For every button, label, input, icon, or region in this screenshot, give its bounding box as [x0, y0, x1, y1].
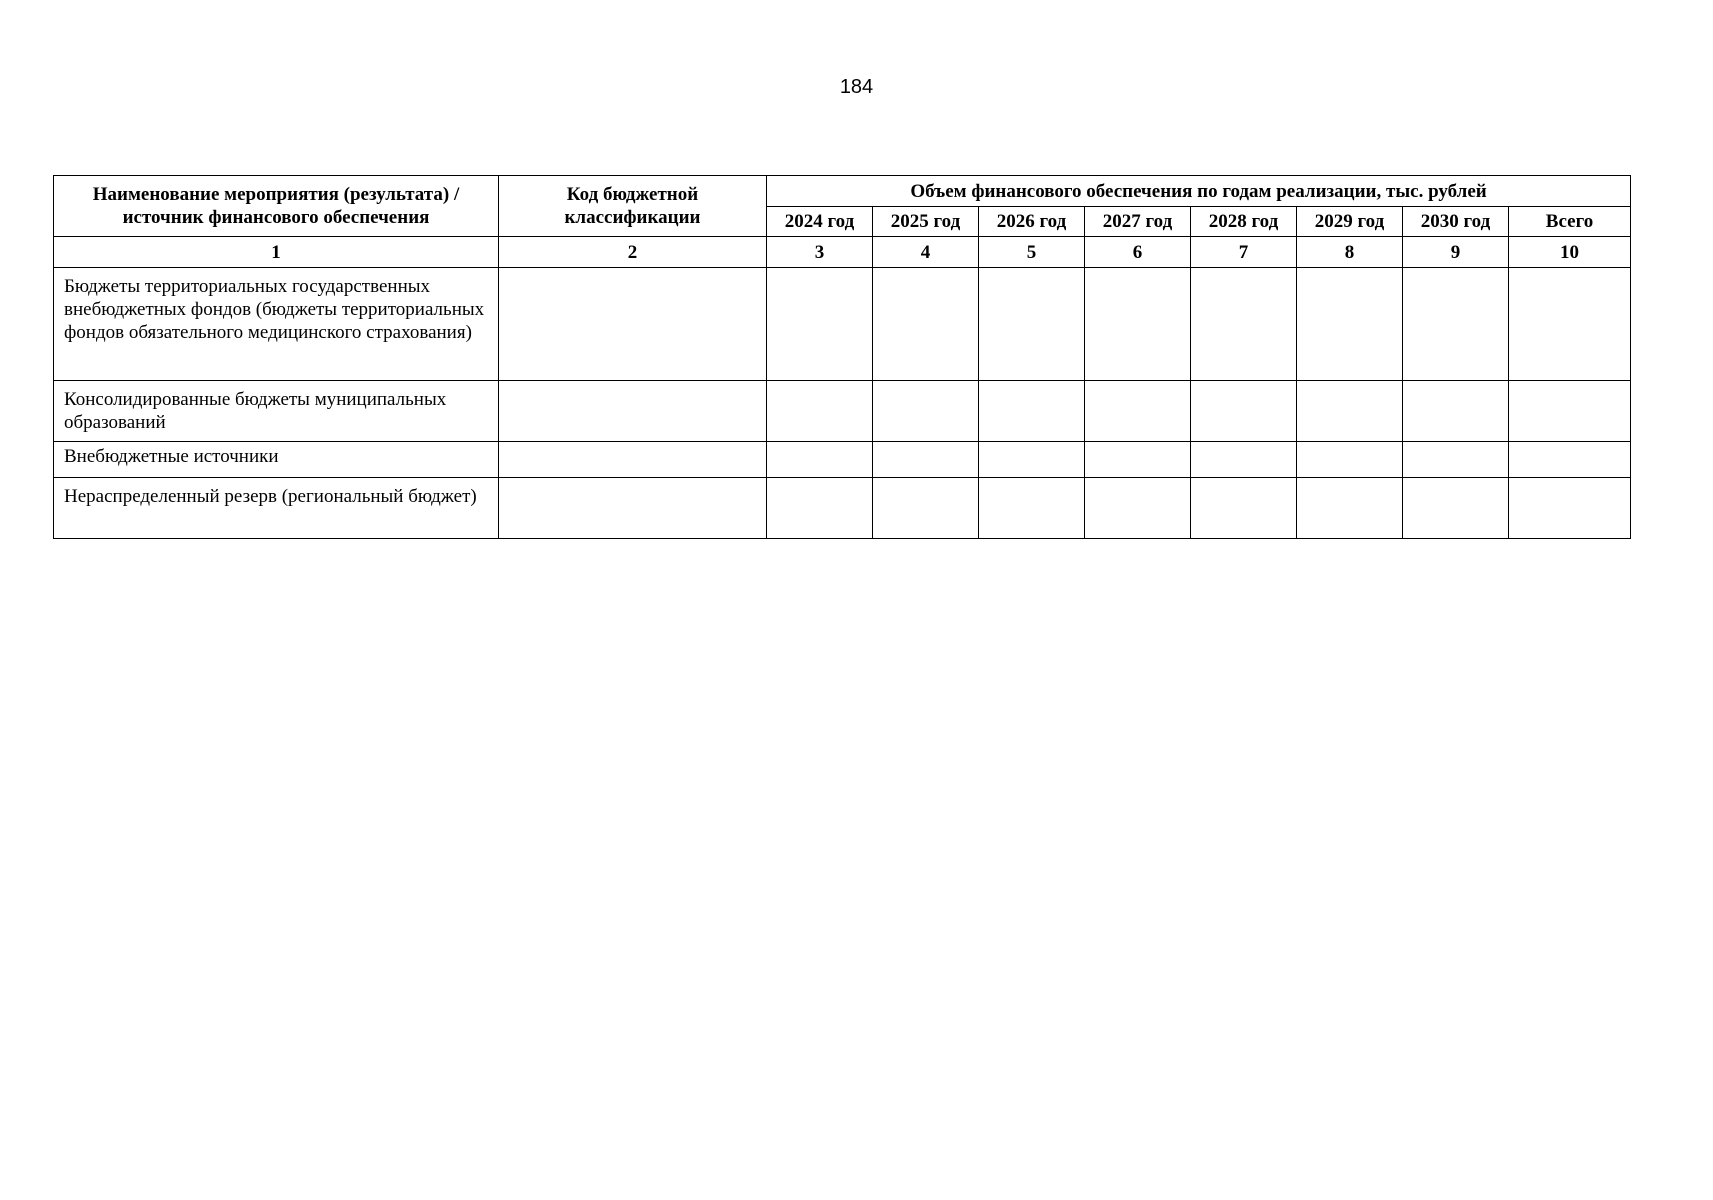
table-cell	[1509, 478, 1631, 539]
table-cell	[873, 478, 979, 539]
table-cell	[767, 442, 873, 478]
header-year-2030: 2030 год	[1403, 207, 1509, 237]
table-row	[54, 442, 1631, 478]
table-cell	[499, 478, 767, 539]
table-row	[54, 478, 1631, 539]
table-cell	[1191, 381, 1297, 442]
header-budget-code: Код бюджетной классификации	[499, 176, 767, 237]
table-cell	[1403, 268, 1509, 381]
table-cell	[1297, 381, 1403, 442]
table-cell	[1297, 268, 1403, 381]
table-cell	[979, 478, 1085, 539]
row-name: Внебюджетные источники	[54, 442, 499, 478]
table-cell	[1085, 268, 1191, 381]
table-cell	[1191, 478, 1297, 539]
column-number: 2	[499, 237, 767, 268]
table-cell	[1085, 381, 1191, 442]
header-year-2025: 2025 год	[873, 207, 979, 237]
table-cell	[1509, 442, 1631, 478]
column-number: 10	[1509, 237, 1631, 268]
column-number: 4	[873, 237, 979, 268]
header-year-2024: 2024 год	[767, 207, 873, 237]
row-name: Нераспределенный резерв (региональный бюджет)	[54, 478, 499, 539]
page-number: 184	[839, 76, 874, 98]
header-year-2027: 2027 год	[1085, 207, 1191, 237]
table-cell	[1509, 268, 1631, 381]
table-cell	[979, 442, 1085, 478]
row-name: Консолидированные бюджеты муниципальных образований	[54, 381, 499, 442]
table-row	[54, 268, 1631, 381]
column-number: 1	[54, 237, 499, 268]
table-cell	[499, 268, 767, 381]
column-number-row	[54, 237, 1631, 268]
table-cell	[1403, 381, 1509, 442]
column-number: 5	[979, 237, 1085, 268]
header-year-2026: 2026 год	[979, 207, 1085, 237]
table-cell	[1191, 442, 1297, 478]
header-activity-name: Наименование мероприятия (результата) / источник финансового обеспечения	[54, 176, 499, 237]
table-cell	[767, 381, 873, 442]
header-year-2028: 2028 год	[1191, 207, 1297, 237]
table-cell	[979, 381, 1085, 442]
table-cell	[873, 268, 979, 381]
table-cell	[1509, 381, 1631, 442]
financing-table	[53, 175, 1631, 539]
table-cell	[1085, 442, 1191, 478]
table-cell	[767, 478, 873, 539]
table-cell	[873, 381, 979, 442]
table-cell	[499, 442, 767, 478]
table-cell	[1297, 478, 1403, 539]
table-cell	[979, 268, 1085, 381]
table-cell	[1191, 268, 1297, 381]
row-name: Бюджеты территориальных государственных внебюджетных фондов (бюджеты территориальных фондов обязательного медицинского страхования)	[54, 268, 499, 381]
table-cell	[767, 268, 873, 381]
header-year-2029: 2029 год	[1297, 207, 1403, 237]
header-total: Всего	[1509, 207, 1631, 237]
table-cell	[499, 381, 767, 442]
header-funding-volume: Объем финансового обеспечения по годам реализации, тыс. рублей	[767, 176, 1631, 207]
table-cell	[1403, 478, 1509, 539]
table-cell	[1297, 442, 1403, 478]
column-number: 8	[1297, 237, 1403, 268]
table-cell	[873, 442, 979, 478]
column-number: 3	[767, 237, 873, 268]
column-number: 6	[1085, 237, 1191, 268]
table-cell	[1085, 478, 1191, 539]
table-row	[54, 381, 1631, 442]
table-cell	[1403, 442, 1509, 478]
column-number: 9	[1403, 237, 1509, 268]
column-number: 7	[1191, 237, 1297, 268]
